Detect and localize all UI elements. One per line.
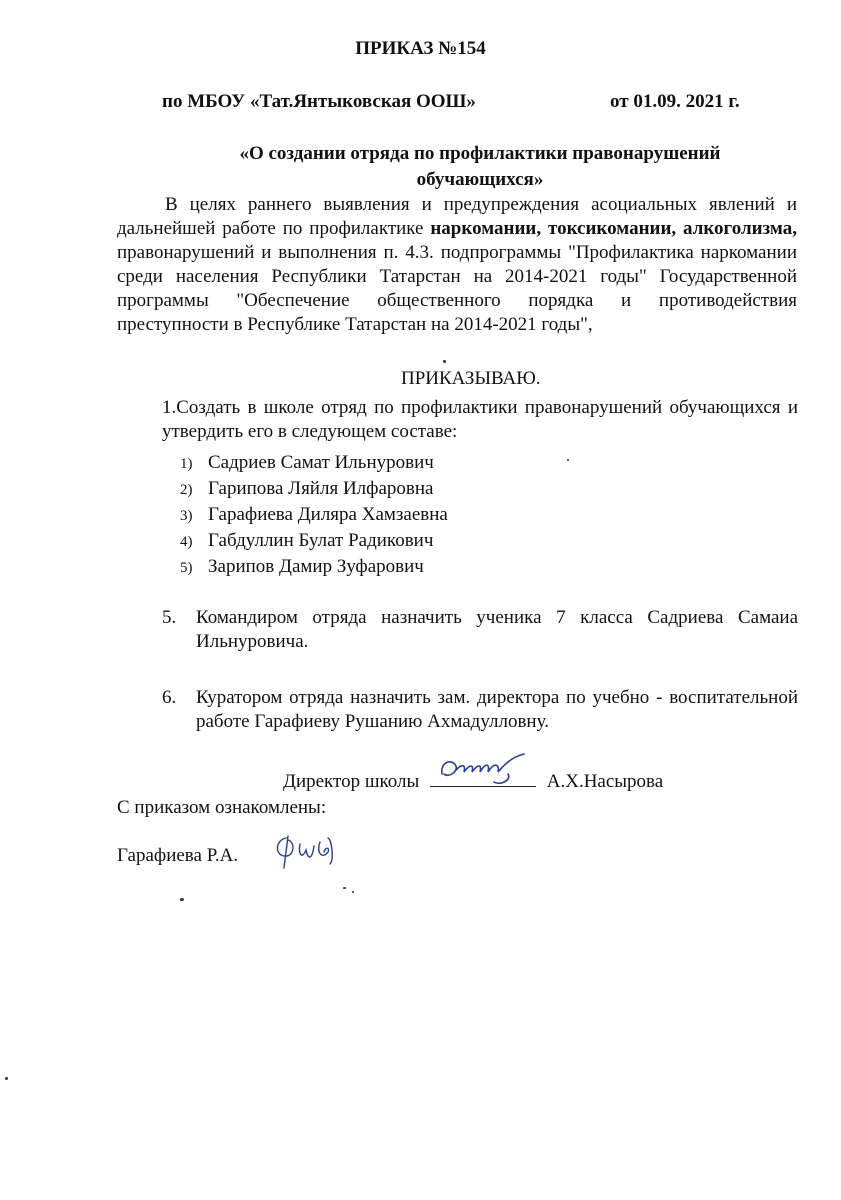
order-title: ПРИКАЗ №154 (355, 38, 486, 59)
item-6-number: 6. (162, 687, 177, 708)
order-subject (215, 141, 745, 193)
intro-paragraph (117, 193, 797, 337)
organization-line: по МБОУ «Тат.Янтыковская ООШ» (162, 91, 476, 112)
acknowledged-person: Гарафиева Р.А. (117, 845, 239, 866)
director-signature-line (283, 766, 663, 795)
item-5-text: Командиром отряда назначить ученика 7 класса Садриева Самаиа Ильнуровича. (196, 607, 798, 652)
signature-field (430, 766, 536, 787)
subject-line-1: «О создании отряда по профилактики правонарушений (239, 143, 721, 164)
director-handwritten-signature (438, 752, 530, 788)
member-number: 5) (180, 560, 193, 576)
subject-line-2: обучающихся» (416, 169, 544, 190)
scan-speck (443, 360, 446, 363)
scan-speck (5, 1077, 8, 1080)
item-5-number: 5. (162, 607, 177, 628)
scan-speck (567, 459, 569, 461)
member-name: Садриев Самат Ильнурович (208, 452, 434, 473)
item-6-text: Куратором отряда назначить зам. директора по учебно - воспитательной работе Гарафиеву Рушанию Ахмадулловну. (196, 687, 798, 732)
member-number: 3) (180, 508, 193, 524)
intro-bold-terms: наркомании, токсикомании, алкоголизма, (430, 218, 797, 239)
member-number: 2) (180, 482, 193, 498)
order-item-1: 1.Создать в школе отряд по профилактики правонарушений обучающихся и утвердить его в следующем составе: (162, 397, 798, 442)
member-name: Габдуллин Булат Радикович (208, 530, 434, 551)
member-name: Гарафиева Диляра Хамзаевна (208, 504, 448, 525)
list-item (180, 450, 448, 476)
person-handwritten-signature (272, 830, 344, 872)
director-position: Директор школы (283, 771, 420, 792)
list-item (180, 502, 448, 528)
member-number: 4) (180, 534, 193, 550)
director-name: А.Х.Насырова (546, 771, 664, 792)
scan-speck (352, 891, 354, 893)
order-date: от 01.09. 2021 г. (610, 91, 740, 112)
intro-part-2: правонарушений и выполнения п. 4.3. подпрограммы "Профилактика наркомании среди населения Республики Татарстан на 2014-2021 годы" Государственной программы "Обеспечение общественного порядка и противодействия преступности в Республике Татарстан на 2014-2021 годы", (117, 242, 797, 335)
acknowledgement-label: С приказом ознакомлены: (117, 797, 327, 818)
list-item (180, 476, 448, 502)
scan-speck (343, 887, 346, 889)
member-name: Гарипова Ляйля Илфаровна (208, 478, 434, 499)
list-item (180, 528, 448, 554)
order-item-6 (162, 686, 798, 734)
order-word: ПРИКАЗЫВАЮ. (401, 368, 541, 389)
scan-speck (180, 898, 184, 901)
member-name: Зарипов Дамир Зуфарович (208, 556, 424, 577)
member-number: 1) (180, 456, 193, 472)
members-list (180, 450, 448, 580)
acknowledgement-signature (272, 830, 344, 880)
order-item-5 (162, 606, 798, 654)
list-item (180, 554, 448, 580)
intro-part-1: В целях раннего выявления и предупреждения асоциальных явлений и дальнейшей работе по профилактике (117, 194, 797, 239)
